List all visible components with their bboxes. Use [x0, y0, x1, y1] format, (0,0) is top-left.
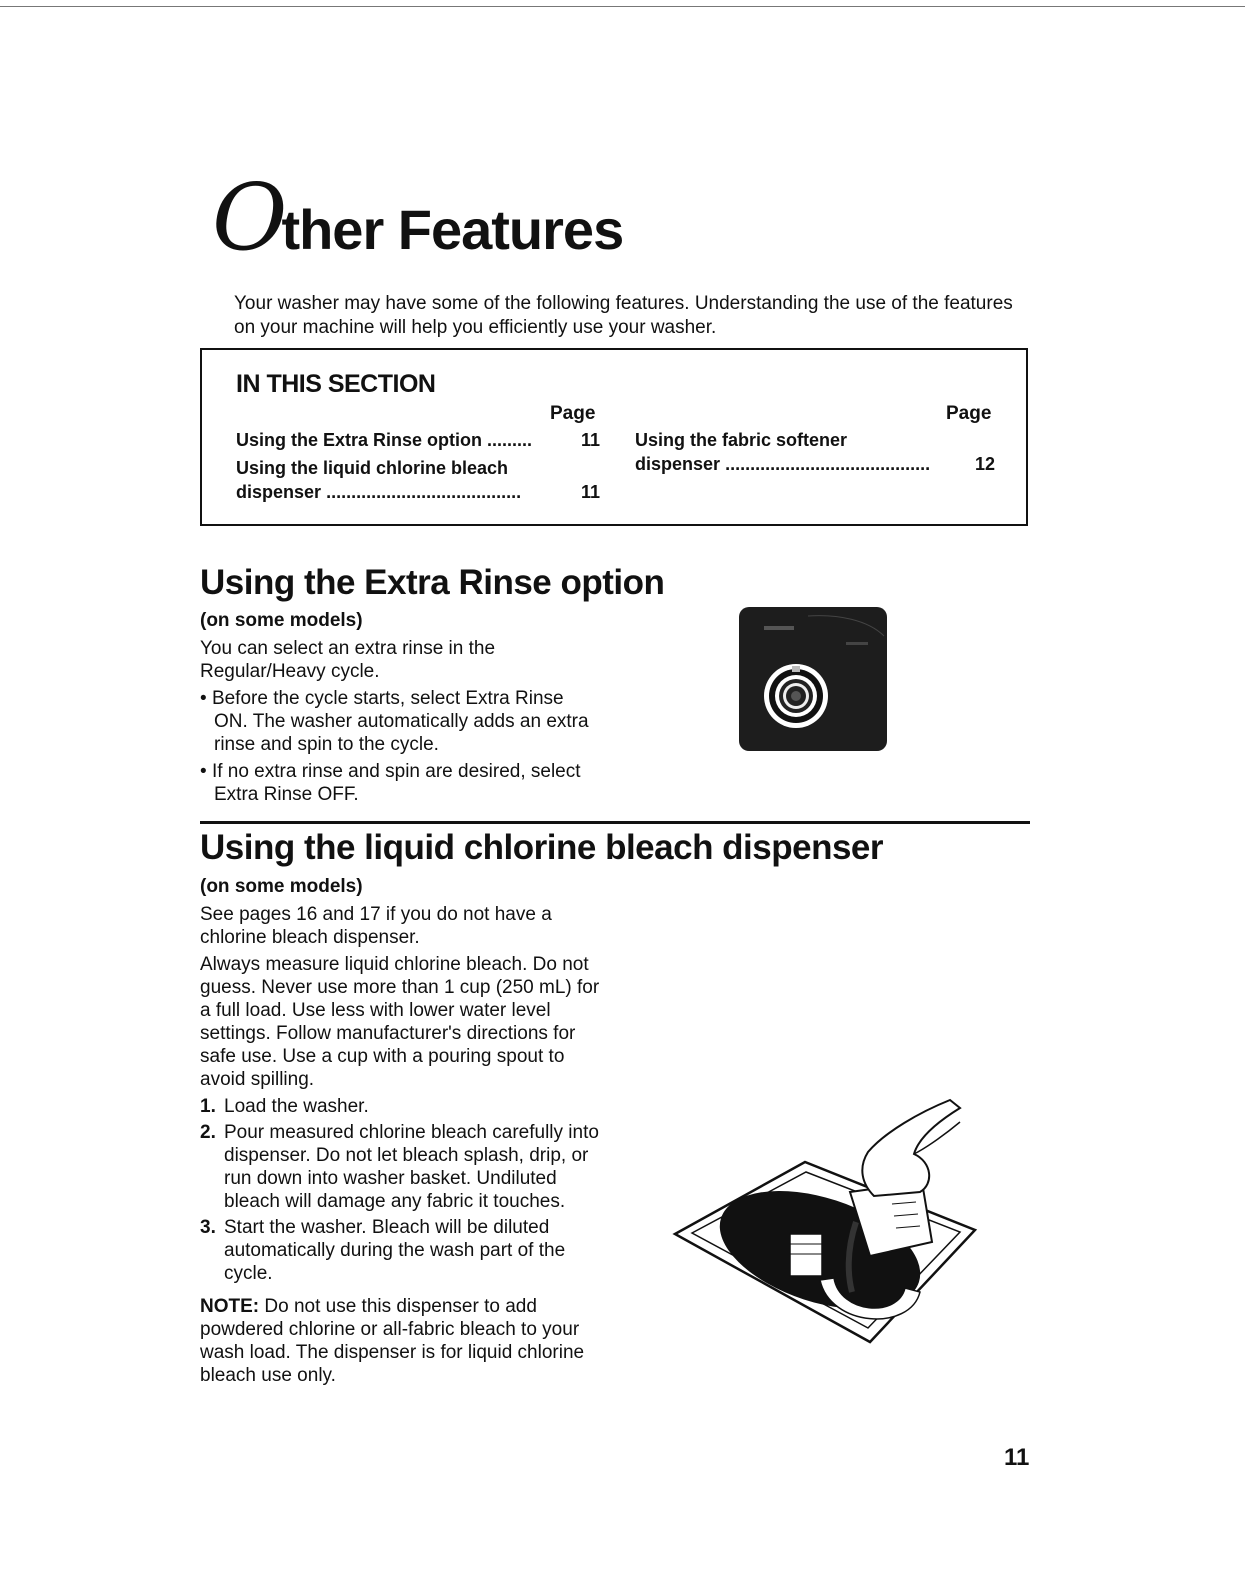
page-number: 11 [1004, 1444, 1030, 1471]
in-this-section-box [200, 348, 1028, 526]
bleach-heading: Using the liquid chlorine bleach dispenser [200, 828, 884, 867]
extra-rinse-heading: Using the Extra Rinse option [200, 563, 665, 602]
extra-rinse-bullet-2: • If no extra rinse and spin are desired, select Extra Rinse OFF. [200, 761, 581, 805]
title-rest: ther Features [281, 198, 624, 261]
toc-entry-page: 11 [580, 430, 600, 450]
toc-entry-extra-rinse[interactable] [236, 428, 600, 452]
bleach-step: 3. Start the washer. Bleach will be diluted automatically during the wash part of the cycle. [200, 1217, 566, 1284]
extra-rinse-models: (on some models) [200, 610, 363, 631]
section-divider [200, 821, 1030, 824]
bleach-steps [200, 1095, 606, 1285]
toc-page-label-left: Page [550, 403, 596, 424]
toc-entry-label: Using the Extra Rinse option [236, 430, 483, 450]
bleach-note: NOTE: Do not use this dispenser to add powdered chlorine or all-fabric bleach to your wash load. The dispenser is for liquid chlorine bleach use only. [200, 1296, 585, 1386]
bleach-step: 2. Pour measured chlorine bleach carefully into dispenser. Do not let bleach splash, drip, or run down into washer basket. Undiluted bleach will damage any fabric it touches. [200, 1122, 599, 1212]
extra-rinse-intro: You can select an extra rinse in the Regular/Heavy cycle. [200, 638, 496, 682]
extra-rinse-knob-illustration [738, 606, 888, 752]
extra-rinse-bullet-1: • Before the cycle starts, select Extra Rinse ON. The washer automatically adds an extra rinse and spin to the cycle. [200, 688, 589, 755]
toc-entry-label-line2: dispenser [236, 482, 322, 502]
toc-entry-bleach-dispenser[interactable] [236, 456, 600, 504]
toc-entry-fabric-softener[interactable] [635, 428, 995, 476]
toc-page-label-right: Page [946, 403, 992, 424]
toc-leader: ......... [487, 430, 533, 450]
intro-text: Your washer may have some of the following features. Understanding the use of the features on your machine will help you efficiently use your washer. [234, 293, 1013, 338]
page-title [212, 164, 624, 271]
toc-leader: ......................................... [725, 454, 931, 474]
bleach-models: (on some models) [200, 876, 363, 897]
bleach-step: 1. Load the washer. [200, 1096, 369, 1117]
toc-entry-label: Using the liquid chlorine bleach [236, 458, 509, 478]
bleach-paragraph-2: Always measure liquid chlorine bleach. Do not guess. Never use more than 1 cup (250 mL) for a full load. Use less with lower water level settings. Follow manufacturer's directions for safe use. Use a cup with a pouring spout to avoid spilling. [200, 954, 600, 1090]
bleach-pouring-illustration [670, 1092, 980, 1352]
bleach-paragraph-1: See pages 16 and 17 if you do not have a chlorine bleach dispenser. [200, 904, 552, 948]
toc-entry-page: 12 [974, 454, 995, 474]
toc-entry-label: Using the fabric softener [635, 430, 848, 450]
extra-rinse-body [200, 637, 600, 810]
toc-entry-label-line2: dispenser [635, 454, 721, 474]
top-border-line [0, 6, 1245, 7]
title-initial: O [212, 164, 286, 271]
toc-entry-page: 11 [580, 482, 600, 502]
in-this-section-heading: IN THIS SECTION [236, 370, 436, 398]
toc-leader: ....................................... [326, 482, 522, 502]
bleach-body [200, 903, 606, 1391]
